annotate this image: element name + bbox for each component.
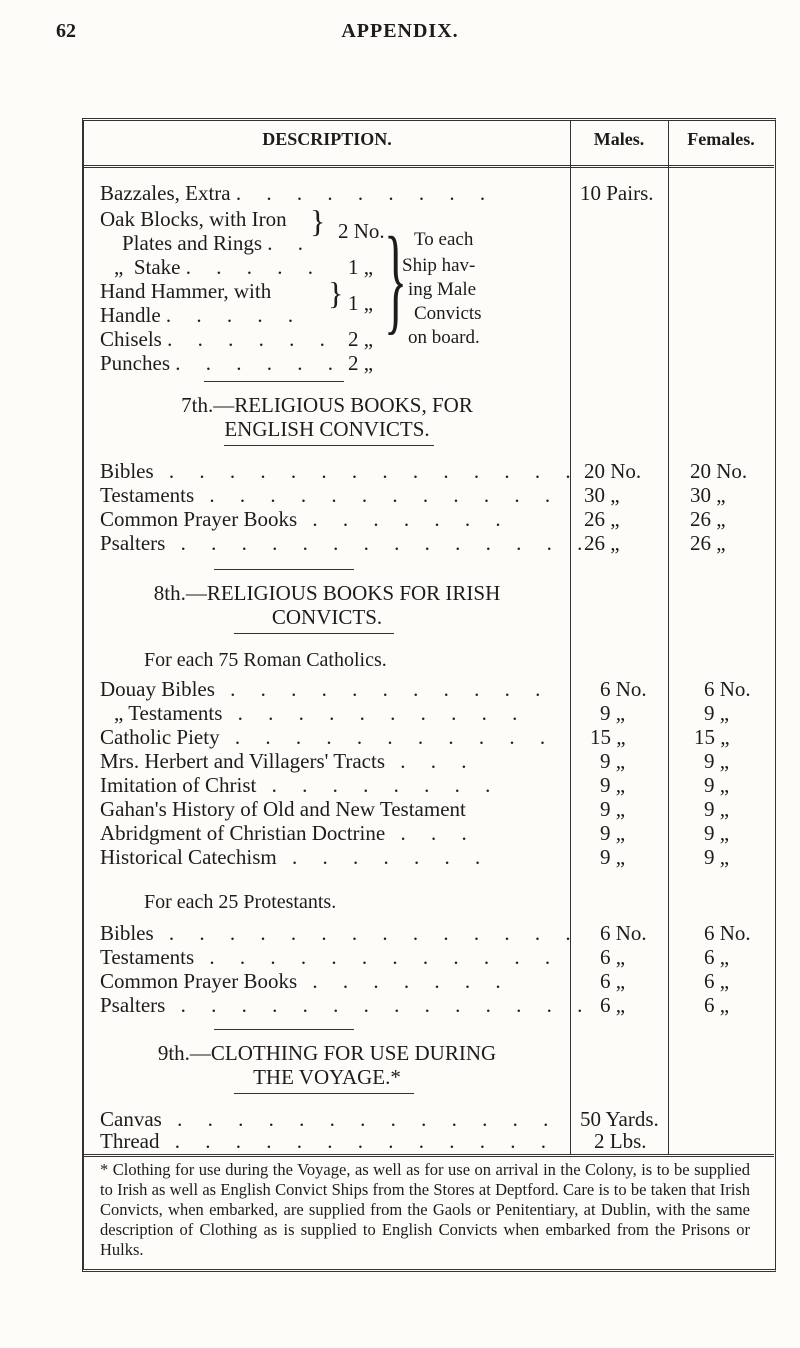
row-name: Psalters . . . . . . . . . . . . . . <box>100 993 593 1017</box>
females-value: 30 „ <box>690 483 726 507</box>
row-name: Hand Hammer, with <box>100 279 272 303</box>
males-value: 9 „ <box>600 845 626 869</box>
males-value: 6 „ <box>600 969 626 993</box>
females-value: 26 „ <box>690 507 726 531</box>
row-name: „ Testaments . . . . . . . . . . <box>114 701 528 725</box>
males-value: 20 No. <box>584 459 642 483</box>
section-title: 7th.—RELIGIOUS BOOKS, FOR <box>181 393 473 417</box>
subsection-heading: For each 75 Roman Catholics. <box>144 649 387 671</box>
column-header-females: Females. <box>687 129 755 149</box>
row-name: Testaments . . . . . . . . . . . . <box>100 483 561 507</box>
females-value: 9 „ <box>704 845 730 869</box>
males-value: 6 „ <box>600 945 626 969</box>
row-name: Plates and Rings . . <box>122 231 313 255</box>
quantity: 2 „ <box>348 351 374 375</box>
males-value: 50 Yards. <box>580 1107 659 1131</box>
females-value: 9 „ <box>704 773 730 797</box>
row-name: Psalters . . . . . . . . . . . . . . <box>100 531 593 555</box>
males-value: 2 Lbs. <box>594 1129 647 1153</box>
section-rule <box>224 445 434 446</box>
females-value: 9 „ <box>704 821 730 845</box>
males-value: 26 „ <box>584 507 620 531</box>
males-value: 6 No. <box>600 921 647 945</box>
brace: } <box>384 212 408 345</box>
females-value: 6 „ <box>704 993 730 1017</box>
males-value: 26 „ <box>584 531 620 555</box>
section-title: 8th.—RELIGIOUS BOOKS FOR IRISH <box>153 581 501 605</box>
header-rule <box>84 165 774 168</box>
footnote: * Clothing for use during the Voyage, as well as for use on arrival in the Colony, is to be supplied to Irish as well as English Convict Ships from the Stores at Deptford. Care is to be taken that Irish Convicts, when embarked, are supplied from the Gaols or Penitentiary, at Dublin, with the same description of Clothing as is supplied to English Convicts when embarked from the Prisons or Hulks. <box>100 1160 750 1259</box>
quantity: 2 No. <box>338 219 385 243</box>
section-title: CONVICTS. <box>271 605 383 629</box>
quantity: 2 „ <box>348 327 374 351</box>
appendix-table <box>82 118 776 1272</box>
row-name: Common Prayer Books . . . . . . . <box>100 507 511 531</box>
females-value: 6 No. <box>704 921 751 945</box>
brace: } <box>328 275 344 311</box>
males-value: 6 No. <box>600 677 647 701</box>
subsection-heading: For each 25 Protestants. <box>144 891 337 913</box>
row-name: Mrs. Herbert and Villagers' Tracts . . . <box>100 749 477 773</box>
males-value: 15 „ <box>590 725 626 749</box>
row-name: Imitation of Christ . . . . . . . . <box>100 773 501 797</box>
females-value: 20 No. <box>690 459 748 483</box>
column-header-description: DESCRIPTION. <box>262 129 392 149</box>
page-number: 62 <box>56 20 76 42</box>
brace: } <box>310 203 326 239</box>
row-name: Gahan's History of Old and New Testament <box>100 797 466 821</box>
females-value: 9 „ <box>704 701 730 725</box>
note-line: Ship hav- <box>402 255 476 276</box>
row-name: „ Stake . . . . . <box>114 255 323 279</box>
row-name: Chisels . . . . . . <box>100 327 335 351</box>
row-name: Historical Catechism . . . . . . . <box>100 845 491 869</box>
section-title: 9th.—CLOTHING FOR USE DURING <box>157 1041 497 1065</box>
females-value: 9 „ <box>704 749 730 773</box>
footer-rule <box>84 1154 774 1157</box>
males-value: 6 „ <box>600 993 626 1017</box>
section-rule <box>204 381 344 382</box>
males-value: 9 „ <box>600 749 626 773</box>
row-name: Punches . . . . . . <box>100 351 343 375</box>
row-name: Bazzales, Extra . . . . . . . . . <box>100 181 496 205</box>
row-name: Bibles . . . . . . . . . . . . . . <box>100 921 581 945</box>
row-name: Common Prayer Books . . . . . . . <box>100 969 511 993</box>
section-rule <box>214 1029 354 1030</box>
row-name: Oak Blocks, with Iron <box>100 207 287 231</box>
females-value: 26 „ <box>690 531 726 555</box>
row-name: Thread . . . . . . . . . . . . . <box>100 1129 556 1153</box>
quantity: 1 „ <box>348 291 374 315</box>
note-line: Convicts <box>414 303 482 324</box>
row-name: Douay Bibles . . . . . . . . . . . <box>100 677 551 701</box>
males-value: 9 „ <box>600 773 626 797</box>
row-name: Abridgment of Christian Doctrine . . . <box>100 821 477 845</box>
note-line: on board. <box>408 327 480 348</box>
males-value: 9 „ <box>600 701 626 725</box>
section-title: ENGLISH CONVICTS. <box>224 417 430 441</box>
note-line: ing Male <box>408 279 477 300</box>
females-value: 6 „ <box>704 969 730 993</box>
males-value: 9 „ <box>600 821 626 845</box>
females-value: 9 „ <box>704 797 730 821</box>
females-value: 6 No. <box>704 677 751 701</box>
males-value: 9 „ <box>600 797 626 821</box>
males-value: 10 Pairs. <box>580 181 654 205</box>
page-title: APPENDIX. <box>341 20 459 42</box>
row-name: Bibles . . . . . . . . . . . . . . <box>100 459 581 483</box>
row-name: Testaments . . . . . . . . . . . . <box>100 945 561 969</box>
females-value: 15 „ <box>694 725 730 749</box>
column-divider-females <box>668 121 669 1154</box>
section-rule <box>214 569 354 570</box>
section-rule <box>234 1093 414 1094</box>
females-value: 6 „ <box>704 945 730 969</box>
note-line: To each <box>414 229 474 250</box>
row-name: Catholic Piety . . . . . . . . . . . <box>100 725 556 749</box>
quantity: 1 „ <box>348 255 374 279</box>
column-header-males: Males. <box>593 129 645 149</box>
section-title: THE VOYAGE.* <box>253 1065 401 1089</box>
males-value: 30 „ <box>584 483 620 507</box>
section-rule <box>234 633 394 634</box>
row-name: Canvas . . . . . . . . . . . . . <box>100 1107 559 1131</box>
row-name: Handle . . . . . <box>100 303 304 327</box>
